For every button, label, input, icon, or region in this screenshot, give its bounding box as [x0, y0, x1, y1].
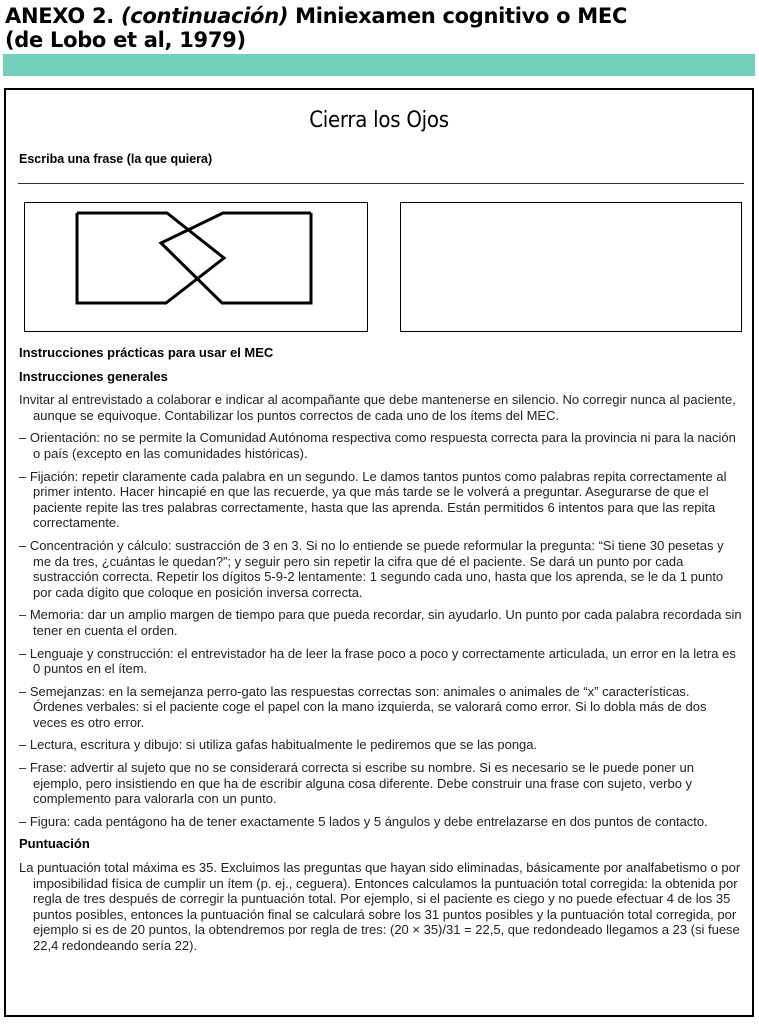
instruction-frase: – Frase: advertir al sujeto que no se considerará correcta si escribe su nombre. Si es necesario se le puede poner un ejemplo, pero insistiendo en que ha de escribir alguna cosa diferente. Debe construir una frase con sujeto, verbo y complemento para valorarla con un punto.: [19, 760, 694, 807]
instruction-fijacion: – Fijación: repetir claramente cada palabra en un segundo. Le damos tantos puntos como palabras repita correctamente al primer intento. Hacer hincapié en que las recuerde, ya que más tarde se le volverá a preguntar. Asegurarse de que el paciente repite las tres palabras correctamente, hasta que las aprenda. Están permitidos 6 intentos para que las repita correctamente.: [19, 468, 727, 531]
mec-form-frame: [4, 88, 754, 1017]
document-header: [5, 4, 755, 52]
scoring-heading: Puntuación: [19, 836, 90, 852]
instruction-lenguaje: – Lenguaje y construcción: el entrevistador ha de leer la frase poco a poco y correctamente articulada, un error en la letra es 0 puntos en el ítem.: [19, 645, 736, 677]
left-pentagon: [77, 213, 224, 303]
instruction-concentracion: – Concentración y cálculo: sustracción de 3 en 3. Si no lo entiende se puede reformular la pregunta: “Si tiene 30 pesetas y me da tres, ¿cuántas le quedan?”; y seguir pero sin repetir la cifra que dé el paciente. Se dará un punto por cada sustracción correcta. Repetir los dígitos 5-9-2 lentamente: 1 segundo cada uno, hasta que los aprenda, se le da 1 punto por cada dígito que coloque en posición inversa correcta.: [19, 537, 724, 600]
instruction-semejanzas: – Semejanzas: en la semejanza perro-gato las respuestas correctas son: animales o animales de “x” características. Órdenes verbales: si el paciente coge el papel con la mano izquierda, se valorará como error. Si lo dobla más de dos veces es otro error.: [19, 683, 707, 730]
instruction-figura: – Figura: cada pentágono ha de tener exactamente 5 lados y 5 ángulos y debe entrelazarse en dos puntos de contacto.: [19, 813, 708, 829]
instruction-orientacion: – Orientación: no se permite la Comunidad Autónoma respectiva como respuesta correcta para la provincia ni para la nación o país (excepto en las comunidades históricas).: [19, 430, 736, 461]
write-sentence-prompt: Escriba una frase (la que quiera): [19, 152, 213, 166]
annex-label: ANEXO 2.: [5, 4, 114, 28]
instructions-title: Instrucciones prácticas para usar el MEC: [19, 345, 274, 360]
header-citation: (de Lobo et al, 1979): [5, 28, 246, 52]
close-eyes-instruction: Cierra los Ojos: [309, 108, 449, 133]
scoring-paragraph: La puntuación total máxima es 35. Excluimos las preguntas que hayan sido eliminadas, básicamente por analfabetismo o por imposibilidad física de cumplir un ítem (p. ej., ceguera). Entonces calculamos la puntuación total corregida: la obtenida por regla de tres después de corregir la puntuación total. Por ejemplo, si el paciente es ciego y no puede efectuar 4 de los 35 puntos posibles, entonces la puntuación final se calculará sobre los 31 puntos posibles y la puntuación total corregida, por ejemplo si es de 20 puntos, la obtendremos por regla de tres: (20 × 35)/31 = 22,5, que redondeado llegamos a 23 (si fuese 22,4 redondeando sería 22).: [19, 860, 741, 953]
header-title: Miniexamen cognitivo o MEC: [295, 4, 628, 28]
general-instructions-heading: Instrucciones generales: [19, 368, 168, 384]
header-color-band: [3, 54, 755, 76]
sentence-answer-line[interactable]: [18, 183, 744, 184]
continuation-label: (continuación): [120, 4, 289, 28]
instruction-paragraph: Invitar al entrevistado a colaborar e indicar al acompañante que debe mantenerse en silencio. No corregir nunca al paciente, aunque se equivoque. Contabilizar los puntos correctos de cada uno de los ítems del MEC.: [19, 392, 736, 423]
instruction-lectura: – Lectura, escritura y dibujo: si utiliza gafas habitualmente le pediremos que se las ponga.: [19, 737, 538, 753]
pentagon-figure-box: [24, 202, 368, 332]
instruction-memoria: – Memoria: dar un amplio margen de tiempo para que pueda recordar, sin ayudarlo. Un punto por cada palabra recordada sin tener en cuenta el orden.: [19, 607, 742, 638]
copy-drawing-box[interactable]: [400, 202, 742, 332]
interlocking-pentagons-figure: [25, 203, 369, 333]
instructions-section: [19, 345, 742, 961]
